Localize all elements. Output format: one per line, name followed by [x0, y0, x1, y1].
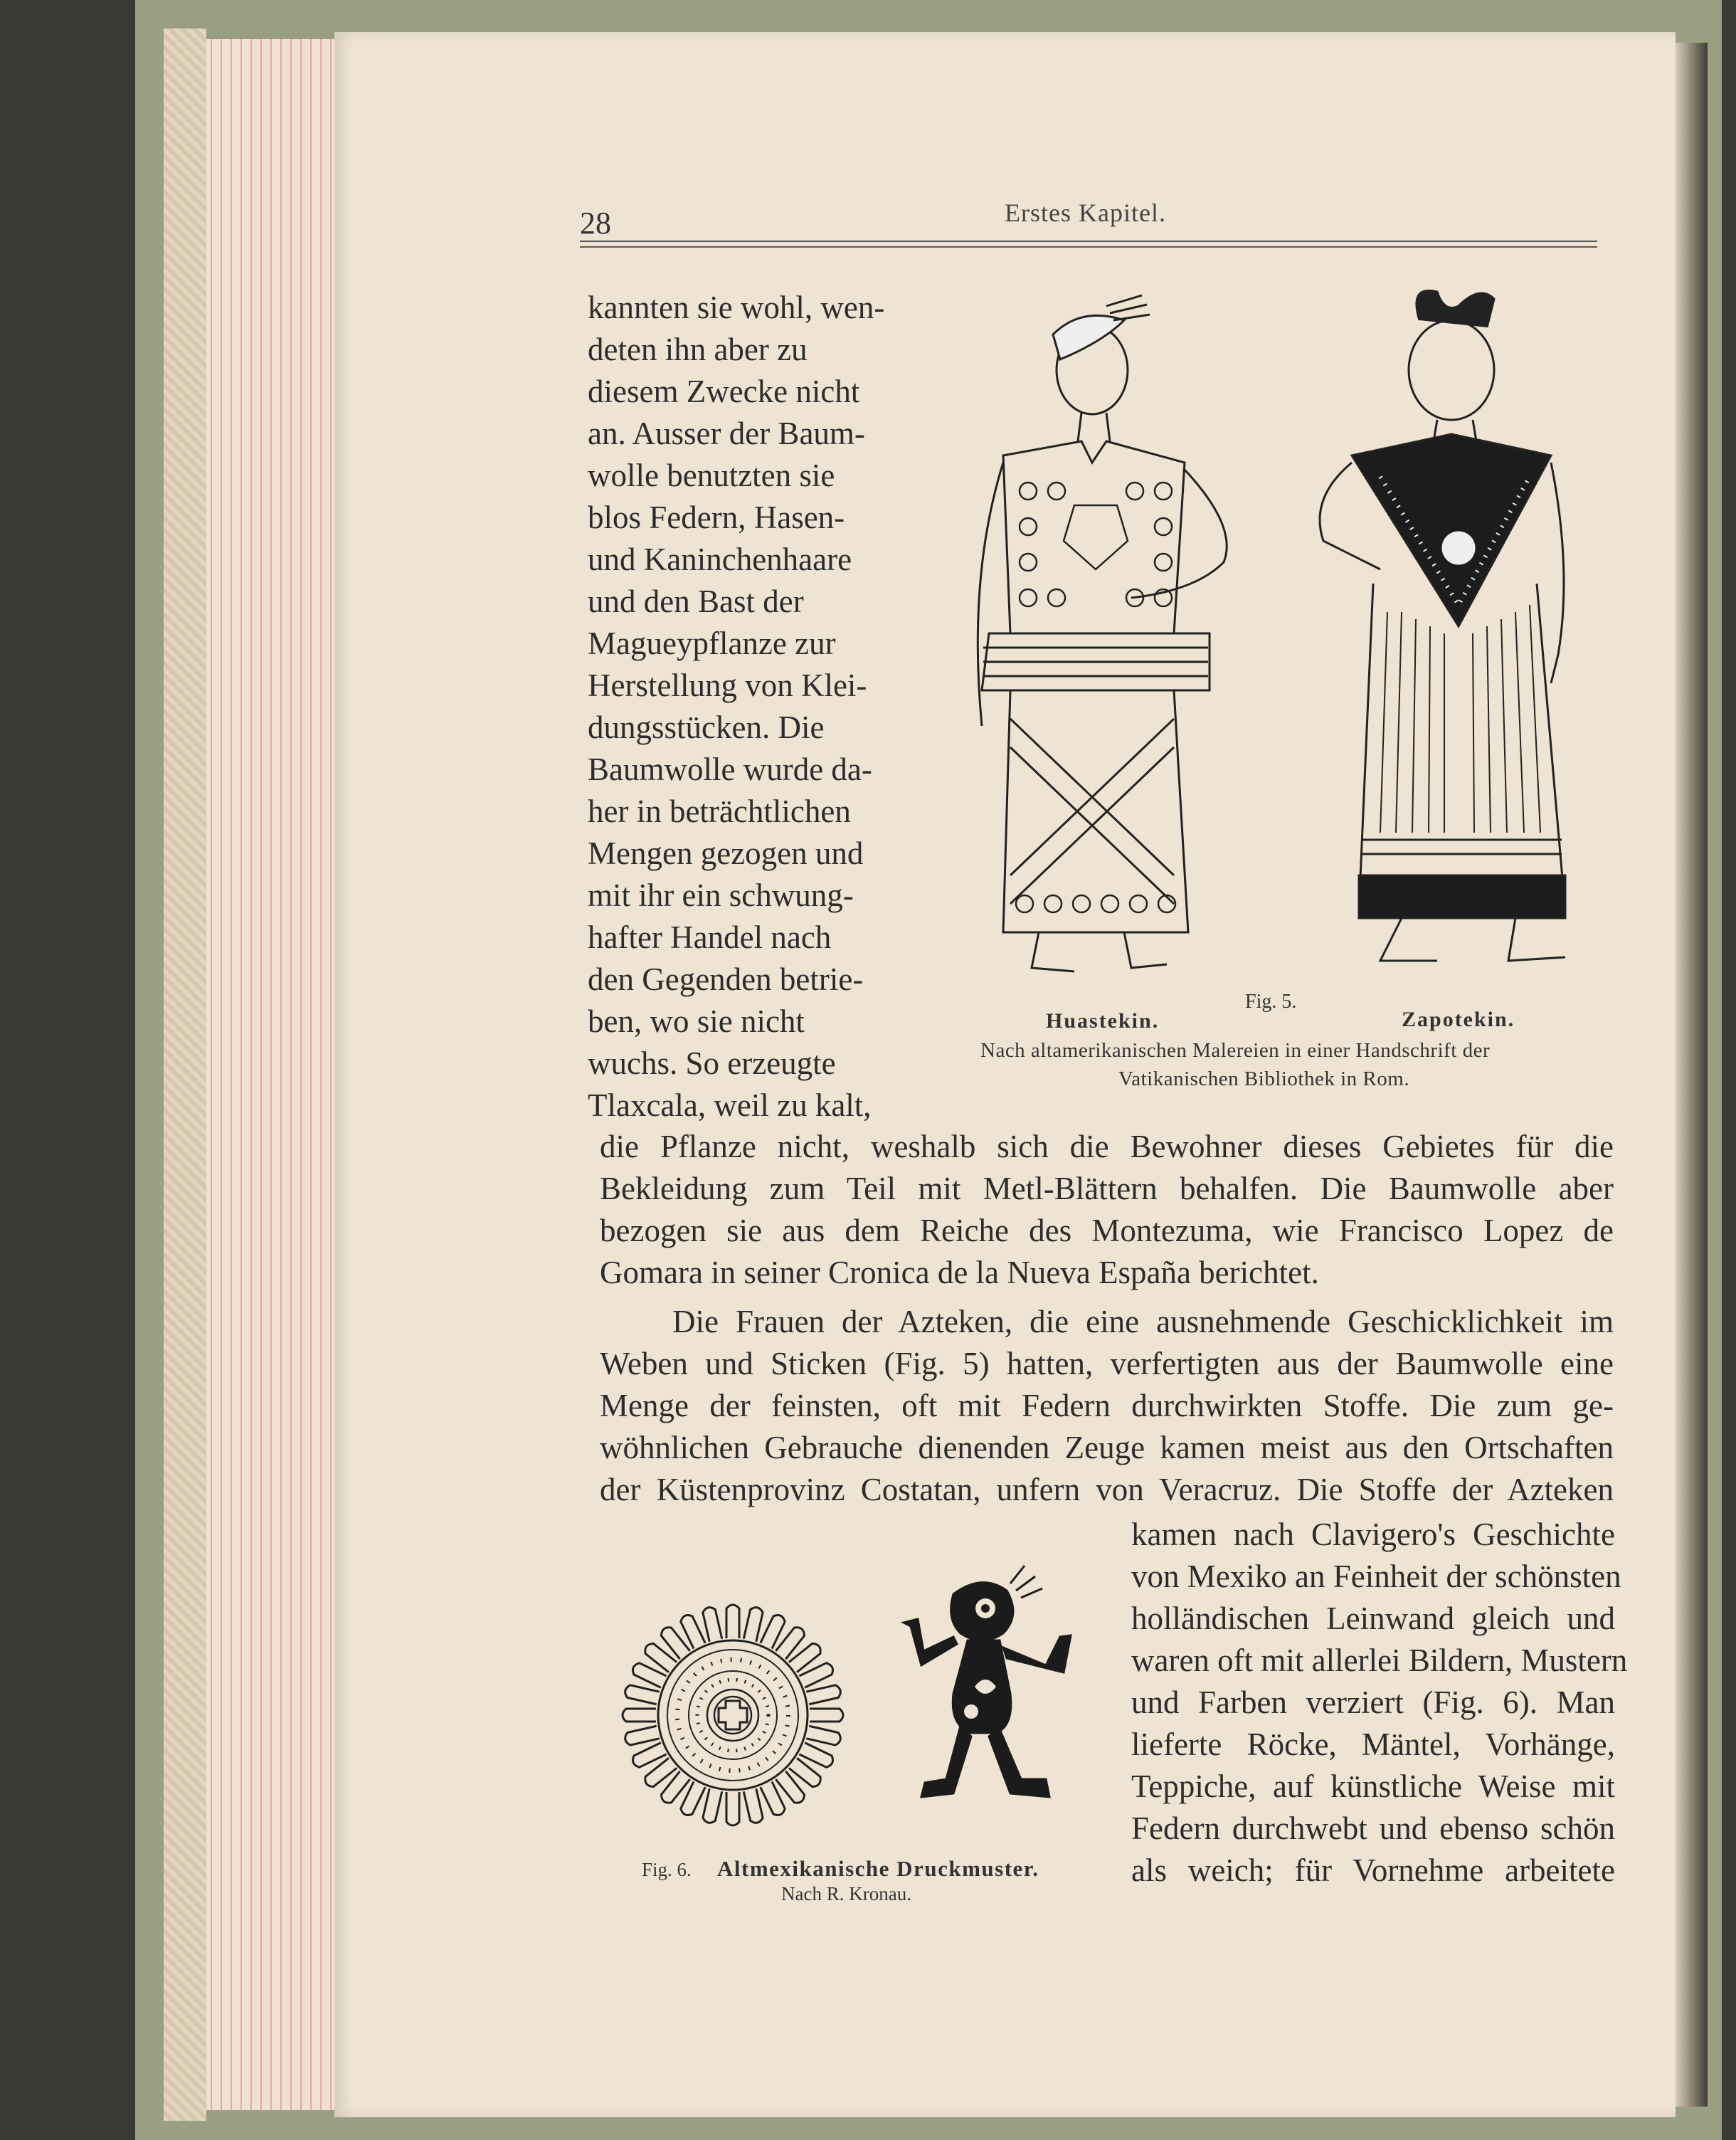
text-line: und den Bast der — [588, 584, 804, 619]
sun-petal — [726, 1792, 739, 1825]
text-line: Bekleidung zum Teil mit Metl-Blättern behalfen. Die Baumwolle aber — [600, 1171, 1614, 1206]
text-line: Federn durchwebt und ebenso schön — [1131, 1810, 1615, 1846]
sun-petal — [625, 1726, 660, 1745]
text-line: lieferte Röcke, Mäntel, Vorhänge, — [1131, 1727, 1615, 1762]
text-line: Teppiche, auf künstliche Weise mit — [1131, 1769, 1615, 1804]
text-line: von Mexiko an Feinheit der schönsten — [1131, 1559, 1621, 1594]
text-line: diesem Zwecke nicht — [588, 374, 860, 409]
figure5-caption-line2: Vatikanischen Bibliothek in Rom. — [1118, 1068, 1410, 1090]
figure6-credit: Nach R. Kronau. — [781, 1883, 911, 1904]
running-head: Erstes Kapitel. — [1005, 199, 1166, 227]
text-line: die Pflanze nicht, weshalb sich die Bewohner dieses Gebietes für die — [600, 1129, 1614, 1164]
figure5-caption-line1: Nach altamerikanischen Malereien in einer Handschrift der — [980, 1039, 1491, 1062]
text-line: und Kaninchenhaare — [588, 542, 852, 577]
text-line: Gomara in seiner Cronica de la Nueva España berichtet. — [600, 1255, 1319, 1290]
figure6-monkey-stamp — [882, 1551, 1089, 1836]
figure6-title: Altmexikanische Druckmuster. — [717, 1856, 1039, 1881]
sun-petal — [726, 1605, 739, 1638]
text-line: kannten sie wohl, wen- — [588, 290, 885, 325]
figure5-label-left: Huastekin. — [1046, 1009, 1160, 1033]
text-line: Mengen gezogen und — [588, 836, 864, 871]
text-line: Tlaxcala, weil zu kalt, — [588, 1087, 872, 1123]
text-line: Menge der feinsten, oft mit Federn durchwirkten Stoffe. Die zum ge- — [600, 1388, 1614, 1423]
sun-petal — [703, 1608, 722, 1642]
figure6-number: Fig. 6. — [642, 1859, 692, 1880]
sun-petal — [743, 1608, 763, 1642]
header-rule — [580, 241, 1597, 248]
figure5-label-right: Zapotekin. — [1402, 1008, 1515, 1031]
marbled-endpaper — [164, 28, 206, 2121]
text-line: bezogen sie aus dem Reiche des Montezuma, wie Francisco Lopez de — [600, 1213, 1614, 1248]
text-line: ben, wo sie nicht — [588, 1003, 805, 1039]
figure5-number: Fig. 5. — [1245, 991, 1297, 1013]
text-line: wöhnlichen Gebrauche dienenden Zeuge kamen meist aus den Ortschaften — [600, 1430, 1614, 1465]
text-line: holländischen Leinwand gleich und — [1131, 1601, 1615, 1636]
text-line: Baumwolle wurde da- — [588, 752, 872, 787]
text-line: und Farben verziert (Fig. 6). Man — [1131, 1685, 1615, 1720]
text-line: dungsstücken. Die — [588, 710, 825, 745]
page-number: 28 — [580, 206, 611, 241]
text-line: an. Ausser der Baum- — [588, 416, 865, 451]
figure5-zapotec-woman — [1295, 285, 1608, 982]
text-line: der Küstenprovinz Costatan, unfern von Veracruz. Die Stoffe der Azteken — [600, 1472, 1614, 1507]
sun-petal — [703, 1788, 722, 1823]
sun-petal — [623, 1709, 656, 1722]
sun-petal — [743, 1788, 763, 1823]
sun-petal — [810, 1709, 843, 1722]
text-line: blos Federn, Hasen- — [588, 500, 845, 535]
text-line: wuchs. So erzeugte — [588, 1045, 836, 1081]
text-line: kamen nach Clavigero's Geschichte — [1131, 1517, 1615, 1552]
book-gutter — [1676, 43, 1708, 2107]
text-line: als weich; für Vornehme arbeitete — [1131, 1852, 1615, 1888]
text-line: Herstellung von Klei- — [588, 668, 867, 703]
text-line: den Gegenden betrie- — [588, 961, 864, 997]
sun-petal — [806, 1726, 840, 1745]
text-line: her in beträchtlichen — [588, 794, 851, 829]
text-line: hafter Handel nach — [588, 919, 832, 955]
text-line: Magueypflanze zur — [588, 626, 836, 661]
text-line: deten ihn aber zu — [588, 332, 808, 367]
text-line: Die Frauen der Azteken, die eine ausnehmende Geschicklichkeit im — [672, 1304, 1614, 1339]
text-line: waren oft mit allerlei Bildern, Mustern — [1131, 1643, 1628, 1678]
text-line: wolle benutzten sie — [588, 458, 835, 493]
sun-petal — [806, 1685, 840, 1704]
sun-petal — [625, 1685, 660, 1704]
figure5-huastec-woman — [939, 292, 1252, 975]
text-line: Weben und Sticken (Fig. 5) hatten, verfertigten aus der Baumwolle eine — [600, 1346, 1614, 1381]
page-edges — [206, 39, 356, 2110]
text-line: mit ihr ein schwung- — [588, 877, 854, 913]
figure6-sun-stamp — [619, 1601, 847, 1829]
